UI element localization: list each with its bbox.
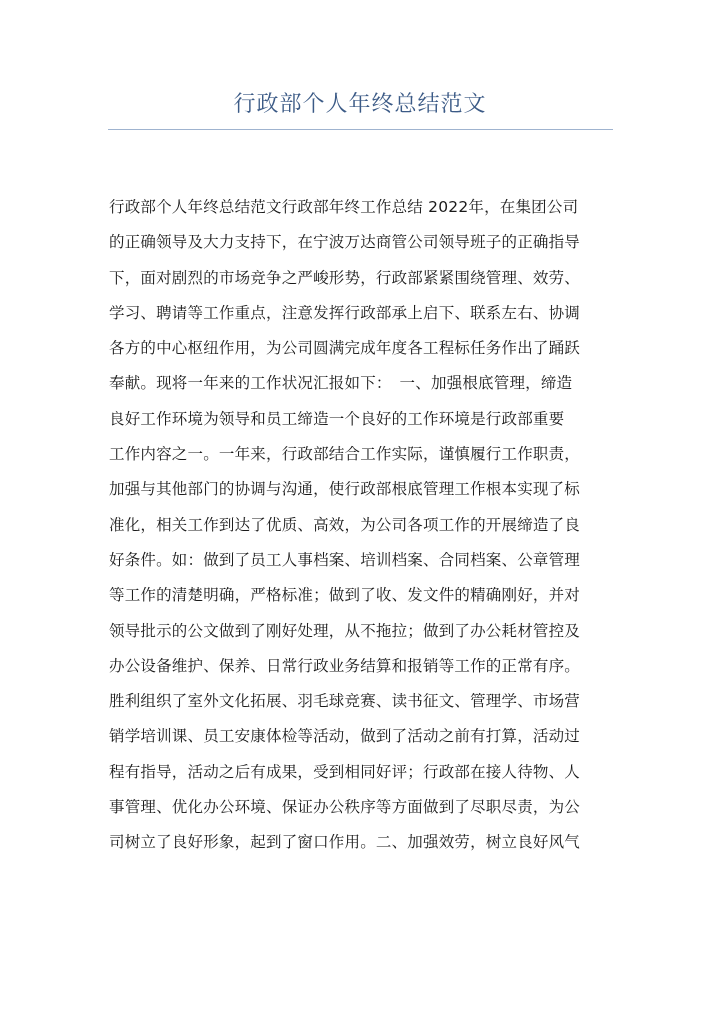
body-line: 下，面对剧烈的市场竞争之严峻形势，行政部紧紧围绕管理、效劳、 <box>109 268 581 287</box>
body-line: 程有指导，活动之后有成果，受到相同好评；行政部在接人待物、人 <box>109 762 581 781</box>
body-line: 领导批示的公文做到了刚好处理，从不拖拉；做到了办公耗材管控及 <box>109 621 581 640</box>
body-line: 加强与其他部门的协调与沟通，使行政部根底管理工作根本实现了标 <box>109 480 581 499</box>
body-line: 司树立了良好形象，起到了窗口作用。二、加强效劳，树立良好风气 <box>109 833 581 852</box>
body-line: 行政部个人年终总结范文行政部年终工作总结 2022年，在集团公司 <box>109 198 579 216</box>
body-line: 良好工作环境为领导和员工缔造一个良好的工作环境是行政部重要 <box>109 409 565 428</box>
body-line: 好条件。如：做到了员工人事档案、培训档案、合同档案、公章管理 <box>109 550 581 569</box>
body-line: 事管理、优化办公环境、保证办公秩序等方面做到了尽职尽责，为公 <box>109 798 581 817</box>
body-line: 办公设备维护、保养、日常行政业务结算和报销等工作的正常有序。 <box>109 656 581 675</box>
body-line: 销学培训课、员工安康体检等活动，做到了活动之前有打算，活动过 <box>109 727 581 746</box>
body-line: 的正确领导及大力支持下，在宁波万达商管公司领导班子的正确指导 <box>109 233 581 252</box>
body-line: 等工作的清楚明确，严格标准；做到了收、发文件的精确刚好，并对 <box>109 586 581 605</box>
document-title: 行政部个人年终总结范文 <box>233 92 487 117</box>
body-line: 准化，相关工作到达了优质、高效，为公司各项工作的开展缔造了良 <box>109 515 581 534</box>
title-divider <box>108 129 613 130</box>
document-body <box>109 190 613 861</box>
body-line: 学习、聘请等工作重点，注意发挥行政部承上启下、联系左右、协调 <box>109 303 581 322</box>
body-line: 奉献。现将一年来的工作状况汇报如下： 一、加强根底管理，缔造 <box>109 374 573 393</box>
body-line: 胜利组织了室外文化拓展、羽毛球竞赛、读书征文、管理学、市场营 <box>109 692 581 711</box>
body-line: 各方的中心枢纽作用，为公司圆满完成年度各工程标任务作出了踊跃 <box>109 339 581 358</box>
body-line: 工作内容之一。一年来，行政部结合工作实际，谨慎履行工作职责， <box>109 445 581 464</box>
